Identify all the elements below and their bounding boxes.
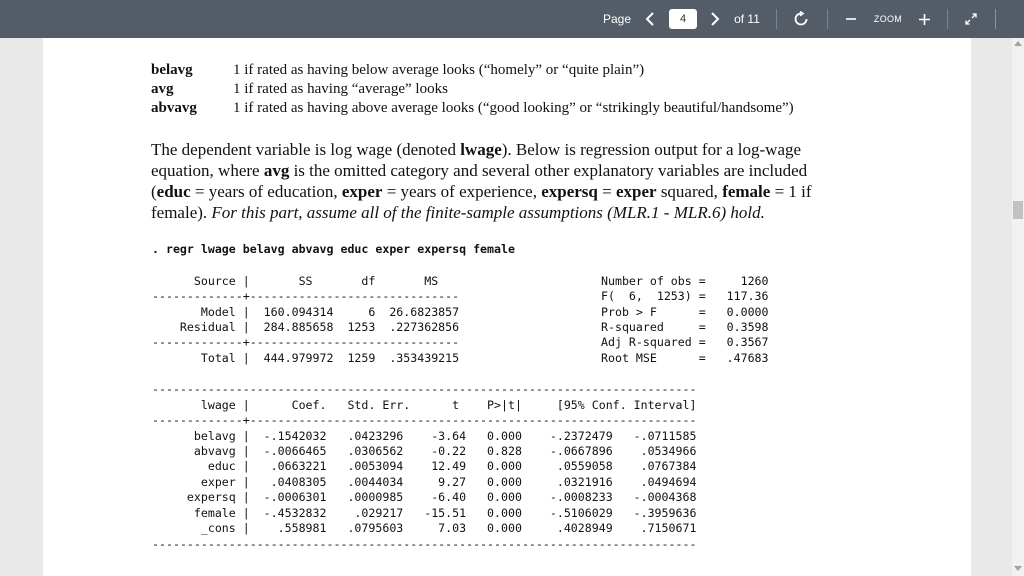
coef-row-abvavg: abvavg | -.0066465 .0306562 -0.22 0.828 -.0667896 .0534966 xyxy=(152,444,697,458)
rotate-icon xyxy=(793,11,809,27)
definition-term: belavg xyxy=(151,62,193,78)
pdf-page xyxy=(43,38,971,576)
definition-belavg xyxy=(151,61,644,80)
paragraph-line-3: (educ = years of education, exper = years of experience, expersq = exper squared, female = 1 if xyxy=(151,182,812,201)
document-viewport[interactable] xyxy=(0,38,1012,576)
vertical-scrollbar[interactable] xyxy=(1012,38,1024,576)
coef-row-belavg: belavg | -.1542032 .0423296 -3.64 0.000 -.2372479 -.0711585 xyxy=(152,429,697,443)
stat-adj-r-squared: Adj R-squared = 0.3567 xyxy=(601,335,769,349)
toolbar-divider xyxy=(776,9,777,29)
coef-rule: ------------------------------------------------------------------------------ xyxy=(152,382,697,396)
expand-icon xyxy=(964,12,978,26)
fullscreen-button[interactable] xyxy=(962,0,980,38)
scroll-down-arrow-icon[interactable] xyxy=(1014,566,1022,571)
page-label: Page xyxy=(602,12,632,26)
scrollbar-thumb[interactable] xyxy=(1013,201,1023,219)
stata-command: . regr lwage belavg abvavg educ exper expersq female xyxy=(152,242,515,256)
plus-icon xyxy=(918,13,931,26)
paragraph-line-2: equation, where avg is the omitted category and several other explanatory variables are included xyxy=(151,161,808,180)
scroll-up-arrow-icon[interactable] xyxy=(1014,41,1022,46)
definition-term: avg xyxy=(151,81,174,97)
anova-row-residual: Residual | 284.885658 1253 .227362856 xyxy=(152,320,460,334)
stat-prob-f: Prob > F = 0.0000 xyxy=(601,305,769,319)
toolbar-divider xyxy=(827,9,828,29)
rotate-button[interactable] xyxy=(790,0,812,38)
definition-abvavg xyxy=(151,99,794,118)
anova-row-model: Model | 160.094314 6 26.6823857 xyxy=(152,305,460,319)
coef-row-exper: exper | .0408305 .0044034 9.27 0.000 .0321916 .0494694 xyxy=(152,475,697,489)
page-count: of 11 xyxy=(734,12,760,26)
stat-n-obs: Number of obs = 1260 xyxy=(601,274,769,288)
coef-rule: ------------------------------------------------------------------------------ xyxy=(152,537,697,551)
stat-r-squared: R-squared = 0.3598 xyxy=(601,320,769,334)
toolbar-divider xyxy=(995,9,996,29)
definition-desc: 1 if rated as having “average” looks xyxy=(233,81,448,97)
definition-desc: 1 if rated as having below average looks (“homely” or “quite plain”) xyxy=(233,62,645,78)
toolbar-divider xyxy=(947,9,948,29)
definition-avg xyxy=(151,80,448,99)
anova-rule: -------------+------------------------------ xyxy=(152,289,460,303)
stat-root-mse: Root MSE = .47683 xyxy=(601,351,769,365)
coef-header: lwage | Coef. Std. Err. t P>|t| [95% Conf. Interval] xyxy=(152,398,697,412)
zoom-in-button[interactable] xyxy=(915,0,933,38)
paragraph-line-1: The dependent variable is log wage (denoted lwage). Below is regression output for a log-wage xyxy=(151,140,802,159)
coef-rule: -------------+---------------------------------------------------------------- xyxy=(152,413,697,427)
coef-row-female: female | -.4532832 .029217 -15.51 0.000 -.5106029 -.3959636 xyxy=(152,506,697,520)
coef-row-educ: educ | .0663221 .0053094 12.49 0.000 .0559058 .0767384 xyxy=(152,459,697,473)
definition-term: abvavg xyxy=(151,100,197,116)
coef-row-cons: _cons | .558981 .0795603 7.03 0.000 .4028949 .7150671 xyxy=(152,521,697,535)
chevron-right-icon xyxy=(710,12,720,26)
zoom-label: ZOOM xyxy=(873,14,903,24)
paragraph-line-4: female). For this part, assume all of the finite-sample assumptions (MLR.1 - MLR.6) hold. xyxy=(151,203,765,222)
chevron-left-icon xyxy=(645,12,655,26)
page-number-input[interactable]: 4 xyxy=(669,9,697,29)
minus-icon xyxy=(845,13,857,25)
stat-f: F( 6, 1253) = 117.36 xyxy=(601,289,769,303)
anova-row-total: Total | 444.979972 1259 .353439215 xyxy=(152,351,460,365)
coef-row-expersq: expersq | -.0006301 .0000985 -6.40 0.000 -.0008233 -.0004368 xyxy=(152,490,697,504)
pdf-toolbar xyxy=(0,0,1024,38)
prev-page-button[interactable] xyxy=(641,0,659,38)
zoom-out-button[interactable] xyxy=(843,0,859,38)
anova-rule: -------------+------------------------------ xyxy=(152,335,460,349)
anova-header: Source | SS df MS xyxy=(152,274,439,288)
next-page-button[interactable] xyxy=(706,0,724,38)
definition-desc: 1 if rated as having above average looks (“good looking” or “strikingly beautiful/handsome”) xyxy=(233,100,794,116)
